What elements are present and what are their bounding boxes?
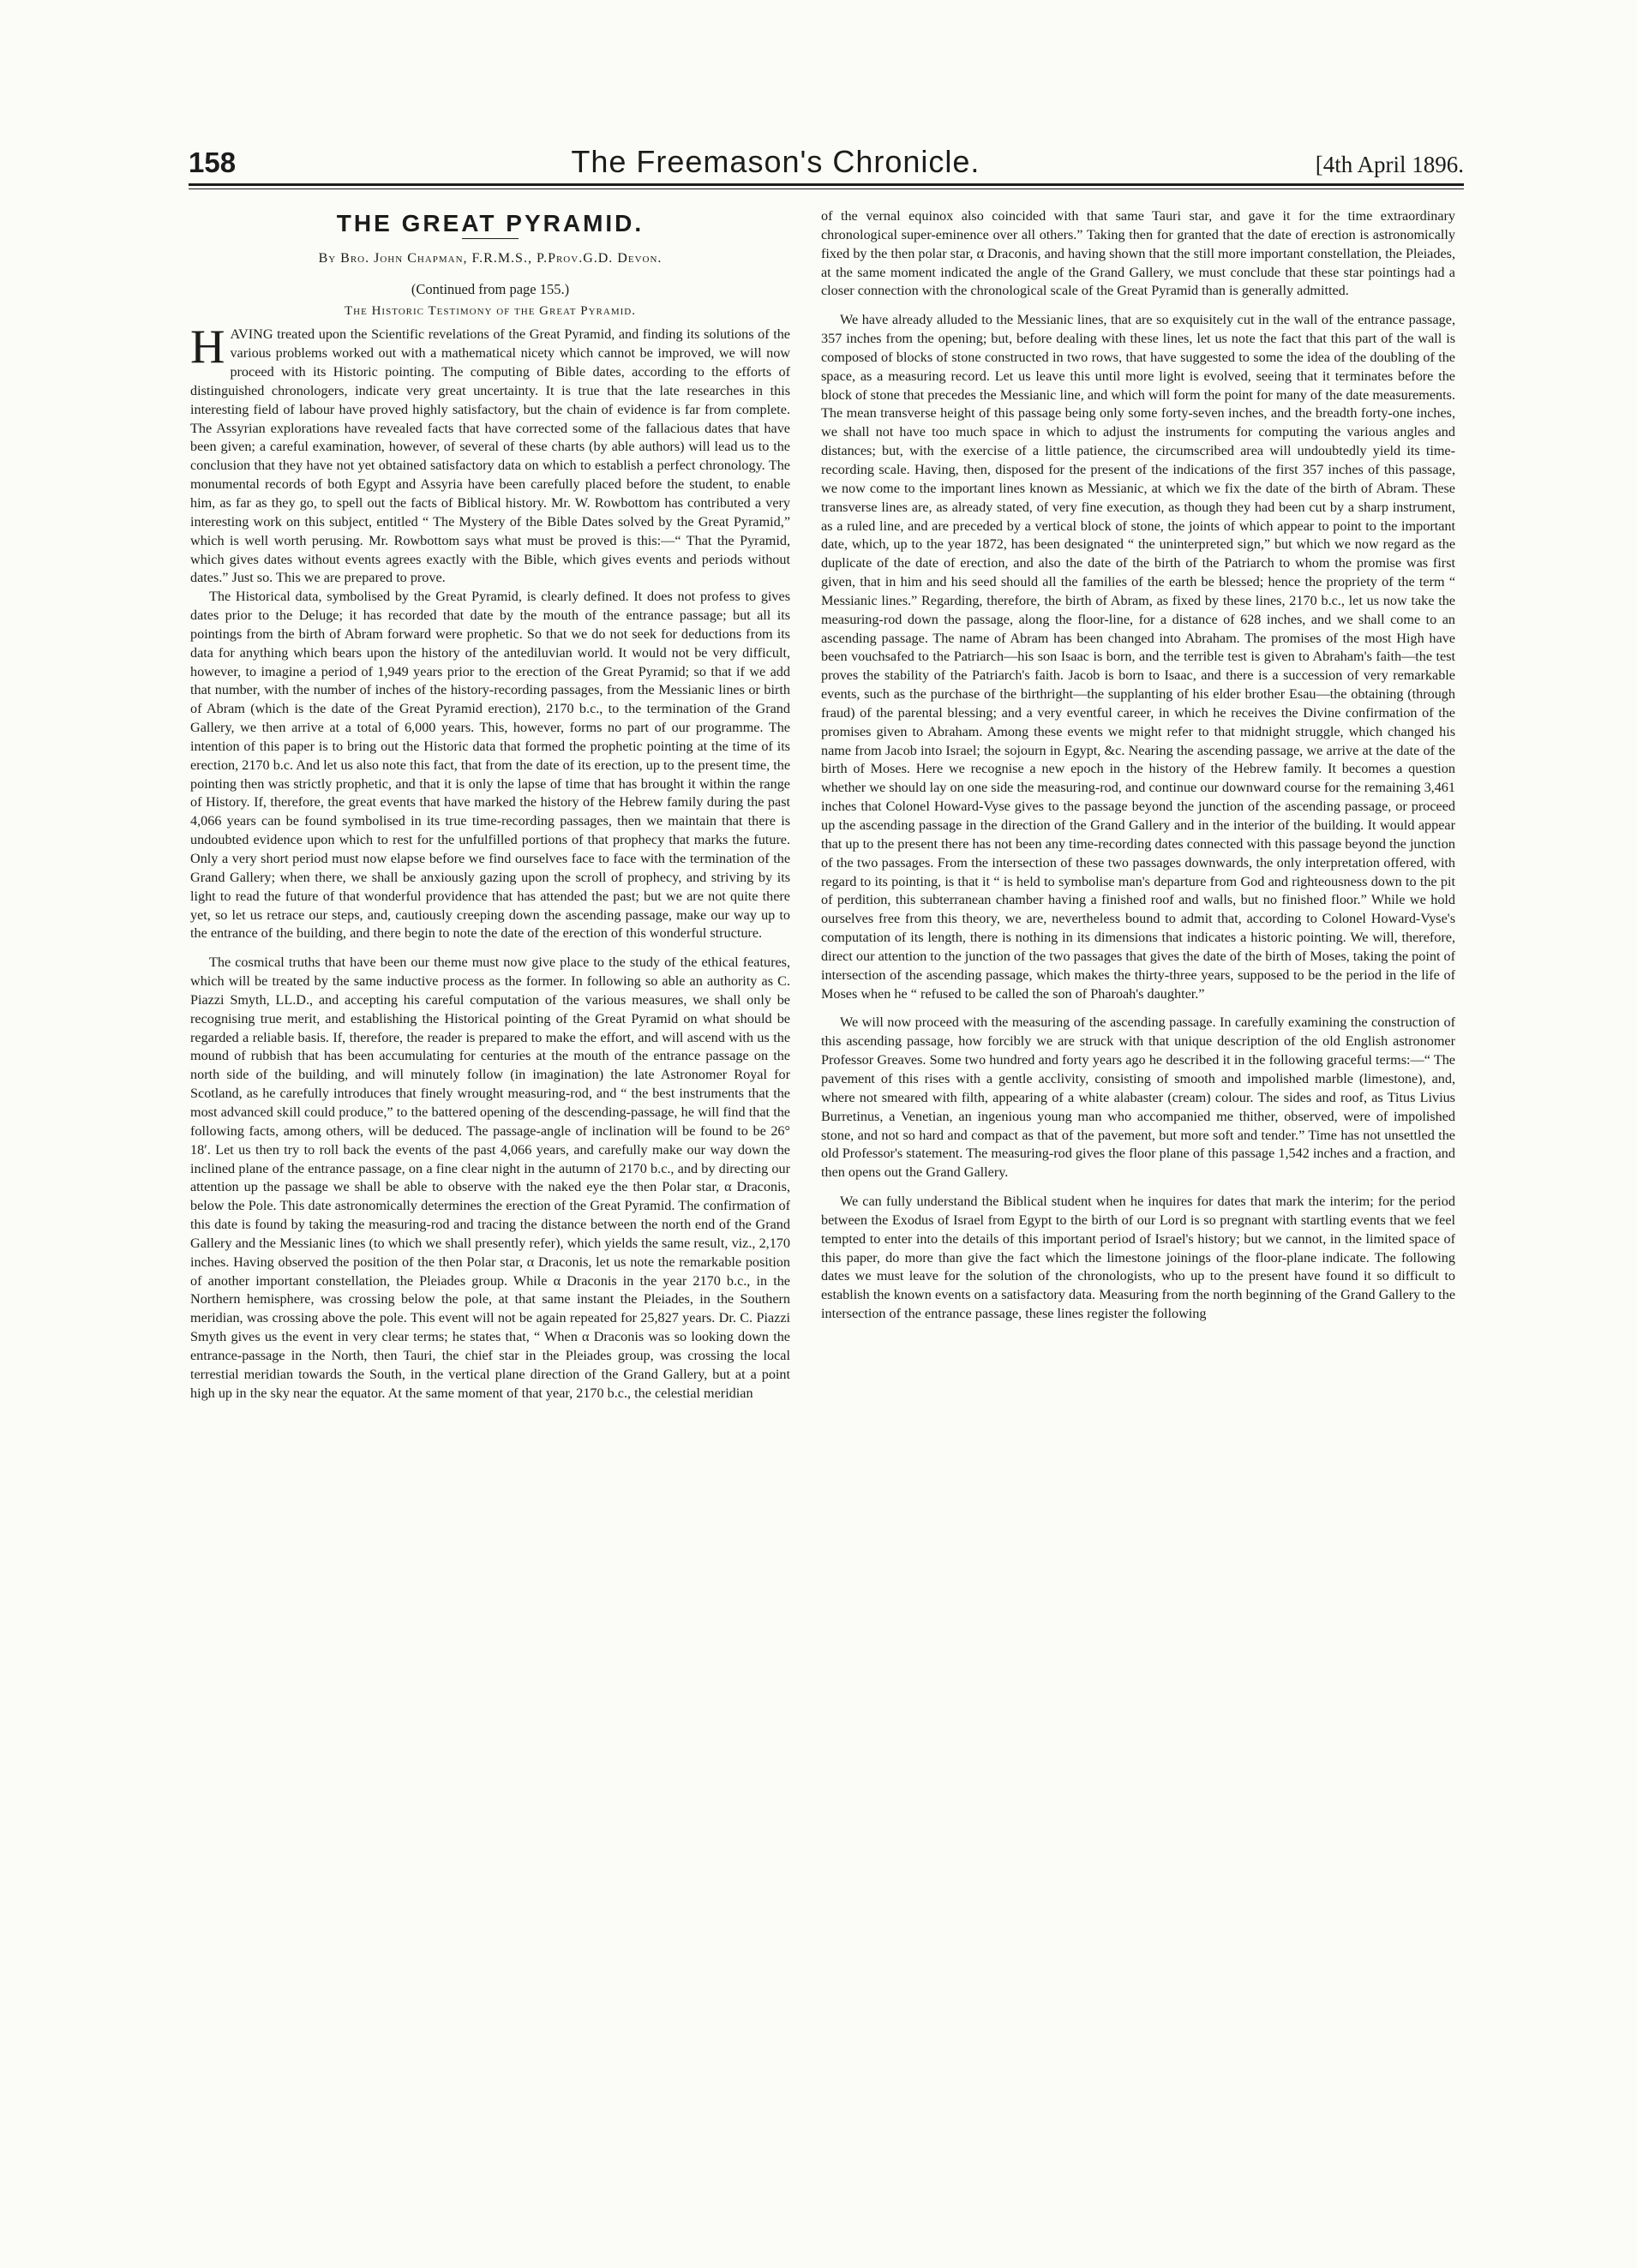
article-byline: By Bro. John Chapman, F.R.M.S., P.Prov.G.D. Devon. [318, 250, 663, 266]
paragraph: of the vernal equinox also coincided with that same Tauri star, and gave it for the time extraordinary chronological super-eminence over all others.” Taking then for granted that the date of erection is astronomically fixed by the then polar star, α Draconis, and having shown that the still more important constellation, the Pleiades, at the same moment indicated the angle of the Grand Gallery, we must conclude that these star pointings had a closer connection with the chronological scale of the Great Pyramid than is generally admitted. [821, 208, 1455, 299]
paragraph: We can fully understand the Biblical student when he inquires for dates that mark the interim; for the period between the Exodus of Israel from Egypt to the birth of our Lord is so pregnant with startling events that we feel tempted to enter into the details of this important period of Israel's history; but we cannot, in the limited space of this paper, do more than give the fact which the limestone joinings of the floor-plane indicate. The following dates we must leave for the solution of the chronologists, who up to the present have found it so difficult to establish the known events on a satisfactory data. Measuring from the north beginning of the Grand Gallery to the intersection of the entrance passage, these lines register the following [821, 1194, 1455, 1322]
paragraph: The Historical data, symbolised by the Great Pyramid, is clearly defined. It does not profess to gives dates prior to the Deluge; it has recorded that date by the mouth of the entrance passage; but all its pointings from the birth of Abram forward were prophetic. So that we do not seek for deductions from its data for anything which bears upon the history of the antediluvian world. It would not be very difficult, however, to imagine a period of 1,949 years prior to the erection of the Great Pyramid; so that if we add that number, with the number of inches of the history-recording passages, from the Messianic lines or birth of Abram (which is the date of the Great Pyramid erection), 2170 b.c., to the termination of the Grand Gallery, we then arrive at a total of 6,000 years. This, however, forms no part of our programme. The intention of this paper is to bring out the Historic data that formed the prophetic pointing at the time of its erection, 2170 b.c. And let us also note this fact, that from the date of its erection, up to the present time, the pointing then was strictly prophetic, and that it is only the lapse of time that has brought it within the range of History. If, therefore, the great events that have marked the history of the Hebrew family during the past 4,066 years can be found symbolised in its true time-recording passages, then we maintain that there is undoubted evidence upon which to rest for the unfulfilled portions of that prophecy that marks the future. Only a very short period must now elapse before we find ourselves face to face with the termination of the Grand Gallery; when there, we shall be anxiously gazing upon the scroll of prophecy, and striving by its light to read the future of that wonderful providence that has attended the past; but we are not quite there yet, so let us retrace our steps, and, cautiously creeping down the ascending passage, make our way up to the entrance of the building, and there begin to note the date of the erection of this wonderful structure. [190, 589, 790, 942]
title-rule [462, 238, 519, 239]
paragraph: We have already alluded to the Messianic lines, that are so exquisitely cut in the wall of the entrance passage, 357 inches from the opening; but, before dealing with these lines, let us note the fact that this part of the wall is composed of blocks of stone constructed in two rows, that have suggested to some the idea of the doubling of the space, as a measuring record. Let us leave this until more light is evolved, seeing that it terminates before the block of stone that precedes the Messianic line, and which will form the point for many of the date measurements. The mean transverse height of this passage being only some forty-seven inches, and the breadth forty-one inches, we shall not have too much space in which to adjust the instruments for computing the various angles and distances; but, with the exercise of a little patience, the circumscribed area will undoubtedly yield its time-recording scale. Having, then, disposed for the present of the indications of the first 357 inches of this passage, we now come to the important lines known as Messianic, at which we fix the date of the birth of Abram. These transverse lines are, as already stated, of very fine execution, as though they had been cut by a sharp instrument, as a ruled line, and are preceded by a vertical block of stone, the joints of which appear to point to the important date, which, up to the year 1872, has been designated “ the uninterpreted sign,” but which we now regard as the duplicate of the date of erection, and also the date of the birth of the Patriarch to whom the promise was first given, that in him and his seed should all the families of the earth be blessed; hence the propriety of the term “ Messianic lines.” Regarding, therefore, the birth of Abram, as fixed by these lines, 2170 b.c., let us now take the measuring-rod down the passage, along the floor-line, for a distance of 628 inches, and we shall come to an ascending passage. The name of Abram has been changed into Abraham. The promises of the most High have been vouchsafed to the Patriarch—his son Isaac is born, and the terrible test is given to Abraham's faith—the test proves the stability of the Patriarch's faith. Jacob is born to Isaac, and there is a succession of very remarkable events, such as the purchase of the birthright—the supplanting of his elder brother Esau—the obtaining (through fraud) of the parental blessing; and a very eventful career, in which he receives the Divine confirmation of the promises given to Abraham. Among these events we might refer to that midnight struggle, which changed his name from Jacob into Israel; the sojourn in Egypt, &c. Nearing the ascending passage, we arrive at the date of the birth of Moses. Here we recognise a new epoch in the history of the Hebrew family. It becomes a question whether we should lay on one side the measuring-rod, and continue our downward course for the remaining 3,461 inches that Colonel Howard-Vyse gives to the passage beyond the junction of the ascending passage, or proceed up the ascending passage in the direction of the Grand Gallery and in the interior of the building. It would appear that up to the present there has not been any time-recording dates connected with this passage beyond the junction of the two passages. From the intersection of these two passages downwards, the only interpretation offered, with regard to its pointing, is that it “ is held to symbolise man's departure from God and righteousness down to the pit of perdition, this subterranean chamber having a finished roof and walls, but no finished floor.” While we hold ourselves free from this theory, we are, nevertheless bound to admit that, according to Colonel Howard-Vyse's computation of its length, there is nothing in its dimensions that indicates a historic pointing. We will, therefore, direct our attention to the junction of the two passages that gives the date of the birth of Moses, taking the point of intersection of the ascending passage, which makes the thirty-three years, supposed to be the period in the life of Moses when he “ refused to be called the son of Pharoah's daughter.” [821, 312, 1455, 1002]
page-number: 158 [189, 147, 237, 178]
right-column [821, 207, 1455, 1324]
masthead-rule-thick [189, 183, 1464, 186]
drop-cap: H [190, 320, 225, 374]
article-subheading: The Historic Testimony of the Great Pyramid. [345, 303, 636, 318]
article-title: THE GREAT PYRAMID. [336, 210, 645, 236]
issue-date: [4th April 1896. [1315, 152, 1464, 177]
left-column [190, 207, 790, 1403]
continued-note: (Continued from page 155.) [411, 280, 570, 297]
paragraph-text: AVING treated upon the Scientific revelations of the Great Pyramid, and finding its solutions of the various problems worked out with a mathematical nicety which cannot be improved, we will now proceed with its Historic pointing. The computing of Bible dates, according to the efforts of distinguished chronologers, indicate very great uncertainty. It is true that the late researches in this interesting field of labour have proved highly satisfactory, but the chain of evidence is far from complete. The Assyrian explorations have revealed facts that have corrected some of the fallacious dates that have been given; a careful examination, however, of several of these charts (by able authors) will lead us to the conclusion that they have not yet obtained satisfactory data on which to establish a perfect chronology. The monumental records of both Egypt and Assyria have been carefully placed before the student, to enable him, as far as they go, to spell out the facts of Biblical history. Mr. W. Rowbottom has contributed a very interesting work on this subject, entitled “ The Mystery of the Bible Dates solved by the Great Pyramid,” which is well worth perusing. Mr. Rowbottom says what must be proved is this:—“ That the Pyramid, which gives dates without events agrees exactly with the Bible, which gives events and periods without dates.” Just so. This we are prepared to prove. [190, 326, 790, 586]
journal-title: The Freemason's Chronicle. [571, 144, 980, 179]
paragraph: The cosmical truths that have been our theme must now give place to the study of the ethical features, which will be treated by the same inductive process as the former. In following so able an authority as C. Piazzi Smyth, LL.D., and accepting his careful computation of the various measures, we shall only be recognising true merit, and establishing the Historical pointing of the Great Pyramid on what should be regarded a reliable basis. If, therefore, the reader is prepared to make the effort, and will ascend with us the mound of rubbish that has been accumulating for centuries at the mouth of the entrance passage on the north side of the building, and will minutely follow (in imagination) the late Astronomer Royal for Scotland, as he carefully introduces that finely wrought measuring-rod, and “ the best instruments that the most advanced skill could produce,” to the battered opening of the descending-passage, he will find that the following facts, among others, will be deduced. The passage-angle of inclination will be found to be 26° 18′. Let us then try to roll back the events of the past 4,066 years, and carefully make our way down the inclined plane of the entrance passage, on a fine clear night in the autumn of 2170 b.c., and by directing our attention up the passage we shall be able to observe with the naked eye the then Polar star, α Draconis, below the Pole. This date astronomically determines the erection of the Great Pyramid. The confirmation of this date is found by taking the measuring-rod and tracing the distance between the north end of the Grand Gallery and the Messianic lines (to which we shall presently refer), which yields the same result, viz., 2,170 inches. Having observed the position of the then Polar star, α Draconis, let us note the remarkable position of another important constellation, the Pleiades group. While α Draconis in the year 2170 b.c., in the Northern hemisphere, was crossing below the pole, at that same instant the Pleiades, in the Southern meridian, was crossing above the pole. This event will not be again repeated for 25,827 years. Dr. C. Piazzi Smyth gives us the event in very clear terms; he states that, “ When α Draconis was so looking down the entrance-passage in the North, then Tauri, the chief star in the Pleiades group, was crossing the local terrestial meridian towards the South, in the vertical plane direction of the Grand Gallery, but at a point high up in the sky near the equator. At the same moment of that year, 2170 b.c., the celestial meridian [190, 954, 790, 1401]
paragraph [190, 320, 790, 588]
masthead [189, 144, 1464, 182]
paragraph: We will now proceed with the measuring of the ascending passage. In carefully examining the construction of this ascending passage, how forcibly we are struck with that unique description of the old English astronomer Professor Greaves. Some two hundred and forty years ago he described it in the following graceful terms:—“ The pavement of this rises with a gentle acclivity, consisting of smooth and impolished marble (limestone), and, where not smeared with filth, appearing of a white alabaster (cream) colour. The sides and roof, as Titus Livius Burretinus, a Venetian, an ingenious young man who accompanied me thither, observed, were of impolished stone, and not so hard and compact as that of the pavement, but more soft and tender.” Time has not unsettled the old Professor's statement. The measuring-rod gives the floor plane of this passage 1,542 inches and a fraction, and then opens out the Grand Gallery. [821, 1014, 1455, 1181]
